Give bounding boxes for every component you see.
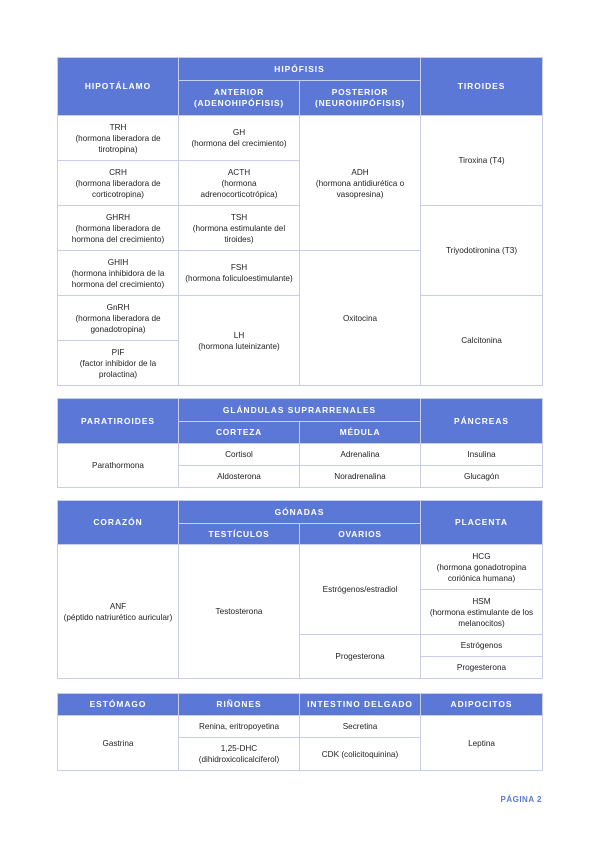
cell-medula: Noradrenalina: [300, 466, 421, 488]
cell-testiculos: Testosterona: [179, 545, 300, 679]
table-hipotalamo-hipofisis-tiroides: [57, 57, 543, 386]
cell-anterior: ACTH (hormona adrenocorticotrópica): [179, 161, 300, 206]
cell-anterior: TSH (hormona estimulante del tiroides): [179, 206, 300, 251]
cell-placenta: HCG (hormona gonadotropina coriónica humana): [421, 545, 543, 590]
cell-estomago: Gastrina: [58, 716, 179, 771]
page-number: PÁGINA 2: [500, 795, 542, 804]
cell-anterior: GH (hormona del crecimiento): [179, 116, 300, 161]
header-anterior: ANTERIOR (ADENOHIPÓFISIS): [179, 81, 300, 116]
cell-corazon: ANF (péptido natriurético auricular): [58, 545, 179, 679]
header-testiculos: TESTÍCULOS: [179, 524, 300, 545]
header-intestino-delgado: INTESTINO DELGADO: [300, 694, 421, 716]
cell-corteza: Cortisol: [179, 444, 300, 466]
cell-placenta: Progesterona: [421, 657, 543, 679]
cell-pancreas: Insulina: [421, 444, 543, 466]
cell-posterior: Oxitocina: [300, 251, 421, 386]
cell-tiroides: Tiroxina (T4): [421, 116, 543, 206]
cell-hipotalamo: TRH (hormona liberadora de tirotropina): [58, 116, 179, 161]
cell-tiroides: Calcitonina: [421, 296, 543, 386]
table-paratiroides-suprarrenales-pancreas: [57, 398, 543, 488]
header-placenta: PLACENTA: [421, 501, 543, 545]
header-suprarrenales: GLÁNDULAS SUPRARRENALES: [179, 399, 421, 422]
header-hipotalamo: HIPOTÁLAMO: [58, 58, 179, 116]
cell-hipotalamo: PIF (factor inhibidor de la prolactina): [58, 341, 179, 386]
table-corazon-gonadas-placenta: [57, 500, 543, 679]
cell-pancreas: Glucagón: [421, 466, 543, 488]
header-corazon: CORAZÓN: [58, 501, 179, 545]
header-gonadas: GÓNADAS: [179, 501, 421, 524]
cell-placenta: Estrógenos: [421, 635, 543, 657]
header-estomago: ESTÓMAGO: [58, 694, 179, 716]
header-hipofisis: HIPÓFISIS: [179, 58, 421, 81]
cell-placenta: HSM (hormona estimulante de los melanocitos): [421, 590, 543, 635]
cell-posterior: ADH (hormona antidiurética o vasopresina): [300, 116, 421, 251]
cell-hipotalamo: GHIH (hormona inhibidora de la hormona del crecimiento): [58, 251, 179, 296]
header-adipocitos: ADIPOCITOS: [421, 694, 543, 716]
cell-anterior: LH (hormona luteinizante): [179, 296, 300, 386]
cell-anterior: FSH (hormona foliculoestimulante): [179, 251, 300, 296]
header-rinones: RIÑONES: [179, 694, 300, 716]
header-corteza: CORTEZA: [179, 422, 300, 444]
header-pancreas: PÁNCREAS: [421, 399, 543, 444]
cell-paratiroides: Parathormona: [58, 444, 179, 488]
cell-intestino: Secretina: [300, 716, 421, 738]
cell-rinones: 1,25-DHC (dihidroxicolicalciferol): [179, 738, 300, 771]
header-posterior: POSTERIOR (NEUROHIPÓFISIS): [300, 81, 421, 116]
cell-adipocitos: Leptina: [421, 716, 543, 771]
cell-ovarios: Estrógenos/estradiol: [300, 545, 421, 635]
cell-ovarios: Progesterona: [300, 635, 421, 679]
header-paratiroides: PARATIROIDES: [58, 399, 179, 444]
cell-hipotalamo: GHRH (hormona liberadora de hormona del crecimiento): [58, 206, 179, 251]
cell-hipotalamo: GnRH (hormona liberadora de gonadotropina): [58, 296, 179, 341]
cell-rinones: Renina, eritropoyetina: [179, 716, 300, 738]
table-estomago-rinones-intestino-adipocitos: [57, 693, 543, 771]
cell-tiroides: Triyodotironina (T3): [421, 206, 543, 296]
cell-hipotalamo: CRH (hormona liberadora de corticotropina): [58, 161, 179, 206]
header-medula: MÉDULA: [300, 422, 421, 444]
header-ovarios: OVARIOS: [300, 524, 421, 545]
cell-medula: Adrenalina: [300, 444, 421, 466]
cell-intestino: CDK (colicitoquinina): [300, 738, 421, 771]
cell-corteza: Aldosterona: [179, 466, 300, 488]
header-tiroides: TIROIDES: [421, 58, 543, 116]
